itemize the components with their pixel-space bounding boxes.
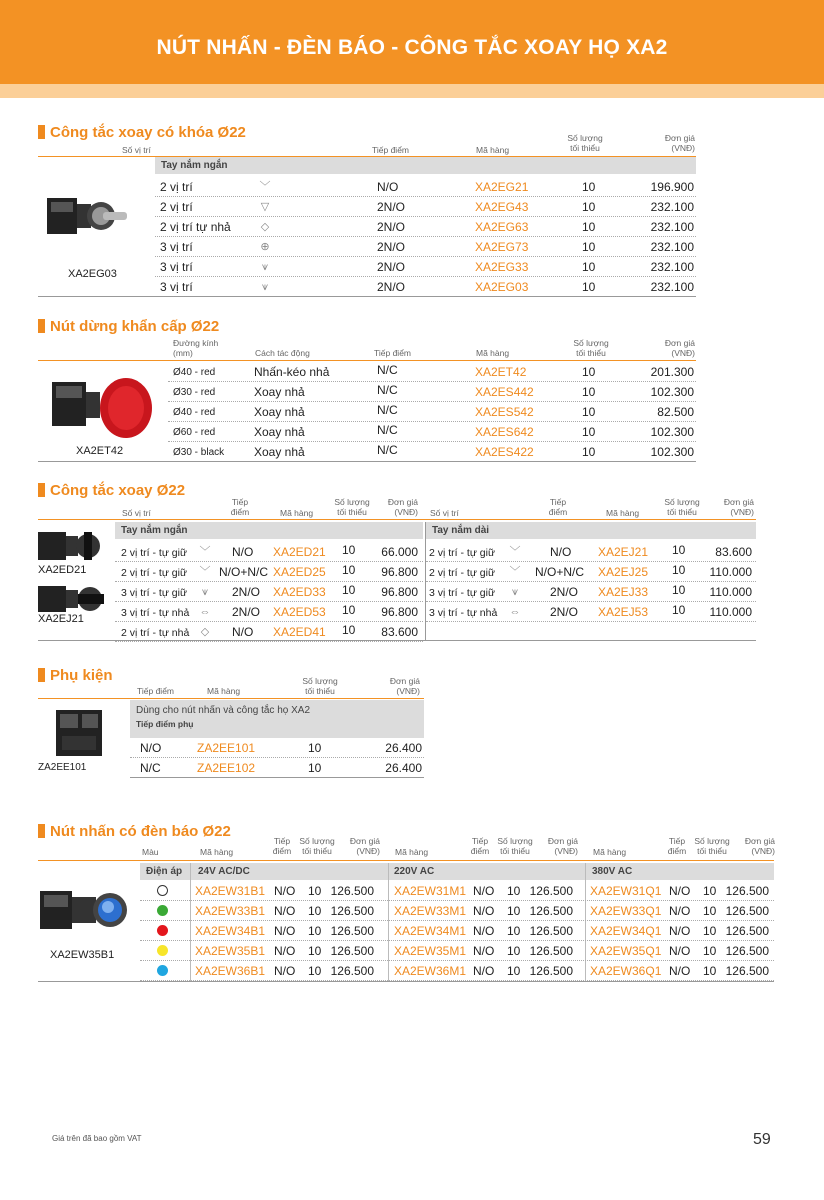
product-code: XA2EW33Q1 xyxy=(590,904,662,918)
section-bottom-rule xyxy=(38,640,756,641)
table-row xyxy=(115,542,423,562)
product-code: XA2EG33 xyxy=(475,260,529,274)
table-row xyxy=(155,237,696,257)
position-cell: 3 vị trí - tự nhả xyxy=(429,607,498,619)
table-row xyxy=(155,277,696,297)
action-cell: Xoay nhả xyxy=(254,425,305,439)
price-cell: 110.000 xyxy=(709,565,752,579)
col-header-contact: Tiếp điểm xyxy=(374,348,412,358)
contact-cell: 2N/O xyxy=(550,585,579,599)
aux-contact-label: Tiếp điểm phụ xyxy=(136,719,194,729)
price-cell: 201.300 xyxy=(650,365,694,379)
section-rule xyxy=(38,360,696,361)
col-header-qty-3: Số lượng tối thiểu xyxy=(694,836,730,856)
contact-cell: N/O xyxy=(274,944,296,958)
contact-cell: 2N/O xyxy=(377,280,406,294)
position-cell: 2 vị trí - tự giữ xyxy=(429,547,495,559)
col-header-price: Đơn giá (VNĐ) xyxy=(664,133,695,153)
color-dot-green xyxy=(157,905,168,916)
product-code: XA2EW33B1 xyxy=(195,904,266,918)
qty-cell: 10 xyxy=(703,944,717,958)
col-header-code-3: Mã hàng xyxy=(593,847,627,857)
product-code: XA2EW31M1 xyxy=(394,884,467,898)
qty-cell: 10 xyxy=(582,180,596,194)
product-code: XA2EW34Q1 xyxy=(590,924,662,938)
section-title-accessories: Phụ kiện xyxy=(38,667,113,684)
action-cell: Nhấn-kéo nhả xyxy=(254,365,330,379)
price-cell: 126.500 xyxy=(330,924,374,938)
col-header-code: Mã hàng xyxy=(476,348,510,358)
product-code: XA2EJ33 xyxy=(598,585,649,599)
contact-cell: 2N/O xyxy=(550,605,579,619)
page-number: 59 xyxy=(753,1131,771,1148)
image-caption: XA2ET42 xyxy=(76,445,124,457)
contact-cell: N/O xyxy=(274,964,296,978)
col-header-diameter: Đường kính (mm) xyxy=(173,338,219,358)
contact-cell: N/O xyxy=(669,904,691,918)
table-row xyxy=(140,961,774,981)
col-header-code-1: Mã hàng xyxy=(200,847,234,857)
contact-cell: N/O xyxy=(473,924,495,938)
product-code: XA2ES422 xyxy=(475,445,534,459)
price-cell: 232.100 xyxy=(650,220,694,234)
image-caption: XA2EW35B1 xyxy=(50,949,115,961)
price-cell: 126.500 xyxy=(330,884,374,898)
price-cell: 232.100 xyxy=(650,260,694,274)
price-cell: 232.100 xyxy=(650,240,694,254)
price-cell: 126.500 xyxy=(725,924,769,938)
product-code: XA2ES642 xyxy=(475,425,534,439)
contact-cell: 2N/O xyxy=(377,220,406,234)
product-code: XA2EW35B1 xyxy=(195,944,266,958)
table-row xyxy=(130,758,424,778)
position-cell: 2 vị trí - tự giữ xyxy=(429,567,495,579)
image-caption-1: XA2ED21 xyxy=(38,564,87,576)
product-code: XA2ES442 xyxy=(475,385,534,399)
qty-cell: 10 xyxy=(308,964,322,978)
col-header-code-2: Mã hàng xyxy=(395,847,429,857)
price-cell: 232.100 xyxy=(650,280,694,294)
qty-cell: 10 xyxy=(582,425,596,439)
table-row xyxy=(426,602,756,622)
qty-cell: 10 xyxy=(703,904,717,918)
qty-cell: 10 xyxy=(672,583,686,597)
col-header-color: Màu xyxy=(142,847,159,857)
position-diagram-icon: ◇ xyxy=(200,626,210,638)
contact-cell: N/O+N/C xyxy=(535,565,585,579)
contact-cell: N/O xyxy=(669,964,691,978)
voltage-label: Điện áp xyxy=(146,866,183,877)
product-code: XA2EG73 xyxy=(475,240,529,254)
contact-cell: N/O xyxy=(377,180,399,194)
contact-cell: N/C xyxy=(140,761,161,775)
position-cell: 2 vị trí - tự nhả xyxy=(121,627,190,639)
table-row xyxy=(426,562,756,582)
product-code: ZA2EE102 xyxy=(197,761,256,775)
position-diagram-icon: ﹀ xyxy=(509,546,521,558)
contact-cell: N/O xyxy=(274,884,296,898)
table-row xyxy=(168,382,696,402)
qty-cell: 10 xyxy=(672,603,686,617)
header-strip xyxy=(0,84,824,98)
section-rule xyxy=(38,860,774,861)
subheader-long-handle: Tay nắm dài xyxy=(426,522,756,539)
section-bottom-rule xyxy=(38,296,696,297)
table-row xyxy=(155,257,696,277)
contact-cell: N/O xyxy=(274,924,296,938)
accessory-note-box xyxy=(130,700,424,738)
price-cell: 232.100 xyxy=(650,200,694,214)
table-row xyxy=(115,582,423,602)
product-code: XA2EG63 xyxy=(475,220,529,234)
price-cell: 66.000 xyxy=(381,545,418,559)
price-cell: 126.500 xyxy=(725,884,769,898)
col-header-qty: Số lượng tối thiểu xyxy=(573,338,609,358)
col-header-action: Cách tác động xyxy=(255,348,310,358)
col-header-code: Mã hàng xyxy=(476,145,510,155)
section-title-key-switch: Công tắc xoay có khóa Ø22 xyxy=(38,124,246,141)
product-code: XA2EW36Q1 xyxy=(590,964,662,978)
position-diagram-icon: ⩛ xyxy=(261,261,269,273)
product-code: XA2ED41 xyxy=(273,625,326,639)
contact-cell: 2N/O xyxy=(232,605,261,619)
accessory-note: Dùng cho nút nhấn và công tắc họ XA2 xyxy=(136,705,311,716)
col-header-qty: Số lượng tối thiểu xyxy=(302,676,338,696)
table-row xyxy=(115,622,423,642)
pilot-button-image xyxy=(38,885,133,935)
qty-cell: 10 xyxy=(582,385,596,399)
position-cell: 3 vị trí - tự giữ xyxy=(121,587,187,599)
col-header-qty: Số lượng tối thiểu xyxy=(334,497,370,517)
section-title-selector-switch: Công tắc xoay Ø22 xyxy=(38,482,185,499)
price-cell: 83.600 xyxy=(715,545,752,559)
table-row xyxy=(155,197,696,217)
position-cell: 3 vị trí - tự nhả xyxy=(121,607,190,619)
color-dot-red xyxy=(157,925,168,936)
qty-cell: 10 xyxy=(582,280,596,294)
color-dot-white xyxy=(157,885,168,896)
price-cell: 102.300 xyxy=(650,385,694,399)
col-header-contact-2: Tiếp điểm xyxy=(548,497,568,517)
product-code: XA2ED25 xyxy=(273,565,326,579)
contact-cell: N/O xyxy=(274,904,296,918)
col-header-code: Mã hàng xyxy=(280,508,314,518)
position-cell: 3 vị trí xyxy=(160,260,193,274)
product-code: XA2EJ21 xyxy=(598,545,649,559)
col-header-contact: Tiếp điểm xyxy=(230,497,250,517)
image-caption: XA2EG03 xyxy=(68,268,117,280)
qty-cell: 10 xyxy=(582,365,596,379)
product-code: XA2EW31Q1 xyxy=(590,884,662,898)
position-cell: 3 vị trí - tự giữ xyxy=(429,587,495,599)
table-row xyxy=(168,422,696,442)
voltage-24v: 24V AC/DC xyxy=(198,866,250,877)
contact-cell: N/O xyxy=(140,741,162,755)
position-diagram-icon: ﹀ xyxy=(259,181,271,193)
section-rule xyxy=(38,519,756,520)
position-diagram-icon: ⇔ xyxy=(509,606,521,618)
position-cell: 2 vị trí - tự giữ xyxy=(121,547,187,559)
section-bottom-rule xyxy=(130,777,424,778)
diameter-cell: Ø40 - red xyxy=(173,367,216,378)
price-cell: 126.500 xyxy=(529,924,573,938)
price-cell: 126.500 xyxy=(529,944,573,958)
qty-cell: 10 xyxy=(342,623,356,637)
action-cell: Xoay nhả xyxy=(254,445,305,459)
price-cell: 83.600 xyxy=(381,625,418,639)
image-caption: ZA2EE101 xyxy=(38,762,87,773)
price-cell: 110.000 xyxy=(709,605,752,619)
position-diagram-icon: ⊕ xyxy=(260,241,270,253)
qty-cell: 10 xyxy=(582,445,596,459)
col-header-code: Mã hàng xyxy=(207,686,241,696)
price-cell: 126.500 xyxy=(529,884,573,898)
col-header-price: Đơn giá (VNĐ) xyxy=(389,676,420,696)
qty-cell: 10 xyxy=(507,944,521,958)
product-code: XA2EW33M1 xyxy=(394,904,467,918)
contact-cell: N/O xyxy=(473,944,495,958)
col-header-price-2: Đơn giá (VNĐ) xyxy=(723,497,754,517)
product-code: XA2EJ25 xyxy=(598,565,649,579)
qty-cell: 10 xyxy=(507,964,521,978)
contact-cell: N/O xyxy=(550,545,572,559)
table-row xyxy=(168,402,696,422)
product-code: XA2EW35M1 xyxy=(394,944,467,958)
col-header-qty-1: Số lượng tối thiểu xyxy=(299,836,335,856)
contact-cell: N/O xyxy=(473,964,495,978)
price-cell: 196.900 xyxy=(650,180,694,194)
position-diagram-icon: ⩛ xyxy=(261,281,269,293)
price-cell: 126.500 xyxy=(725,904,769,918)
auxiliary-contact-image xyxy=(52,706,107,760)
qty-cell: 10 xyxy=(308,904,322,918)
section-bottom-rule xyxy=(38,981,774,982)
position-diagram-icon: ﹀ xyxy=(199,566,211,578)
price-cell: 126.500 xyxy=(330,944,374,958)
col-header-price-1: Đơn giá (VNĐ) xyxy=(349,836,380,856)
table-row xyxy=(140,901,774,921)
col-header-contact-2: Tiếp điểm xyxy=(470,836,490,856)
price-cell: 102.300 xyxy=(650,445,694,459)
image-caption-2: XA2EJ21 xyxy=(38,613,84,625)
table-row xyxy=(168,362,696,382)
position-cell: 3 vị trí xyxy=(160,280,193,294)
selector-switch-long-image xyxy=(36,582,106,616)
product-code: XA2EW34B1 xyxy=(195,924,266,938)
position-cell: 2 vị trí xyxy=(160,200,193,214)
product-code: XA2EW36M1 xyxy=(394,964,467,978)
product-code: XA2ES542 xyxy=(475,405,534,419)
qty-cell: 10 xyxy=(507,884,521,898)
position-cell: 2 vị trí - tự giữ xyxy=(121,567,187,579)
emergency-stop-image xyxy=(48,372,158,442)
contact-cell: N/O xyxy=(473,904,495,918)
qty-cell: 10 xyxy=(703,964,717,978)
table-row xyxy=(155,217,696,237)
product-code: XA2ED33 xyxy=(273,585,326,599)
position-cell: 2 vị trí xyxy=(160,180,193,194)
qty-cell: 10 xyxy=(703,884,717,898)
color-dot-yellow xyxy=(157,945,168,956)
position-diagram-icon: ﹀ xyxy=(199,546,211,558)
selector-switch-short-image xyxy=(36,528,106,564)
col-header-price-2: Đơn giá (VNĐ) xyxy=(547,836,578,856)
product-code: XA2ED53 xyxy=(273,605,326,619)
price-cell: 26.400 xyxy=(385,741,422,755)
contact-cell: N/C xyxy=(377,363,398,377)
price-cell: 96.800 xyxy=(381,585,418,599)
qty-cell: 10 xyxy=(308,761,322,775)
contact-cell: N/C xyxy=(377,403,398,417)
contact-cell: 2N/O xyxy=(377,200,406,214)
position-diagram-icon: ▽ xyxy=(260,201,270,213)
price-cell: 126.500 xyxy=(529,964,573,978)
table-row xyxy=(168,442,696,462)
color-dot-blue xyxy=(157,965,168,976)
qty-cell: 10 xyxy=(582,240,596,254)
table-row xyxy=(115,602,423,622)
qty-cell: 10 xyxy=(308,924,322,938)
section-title-emergency-stop: Nút dừng khẩn cấp Ø22 xyxy=(38,318,219,335)
section-rule xyxy=(38,698,424,699)
position-diagram-icon: ⩛ xyxy=(511,586,519,598)
action-cell: Xoay nhả xyxy=(254,405,305,419)
price-cell: 126.500 xyxy=(330,964,374,978)
qty-cell: 10 xyxy=(507,924,521,938)
product-code: XA2ED21 xyxy=(273,545,326,559)
qty-cell: 10 xyxy=(672,543,686,557)
col-header-code-2: Mã hàng xyxy=(606,508,640,518)
position-diagram-icon: ◇ xyxy=(260,221,270,233)
price-cell: 126.500 xyxy=(725,964,769,978)
qty-cell: 10 xyxy=(342,563,356,577)
voltage-subheader xyxy=(140,863,774,880)
price-cell: 126.500 xyxy=(330,904,374,918)
key-switch-image xyxy=(45,190,130,240)
contact-cell: N/C xyxy=(377,423,398,437)
product-code: ZA2EE101 xyxy=(197,741,256,755)
product-code: XA2EG03 xyxy=(475,280,529,294)
qty-cell: 10 xyxy=(672,563,686,577)
table-row xyxy=(140,941,774,961)
table-row xyxy=(130,738,424,758)
col-header-qty: Số lượng tối thiểu xyxy=(567,133,603,153)
contact-cell: 2N/O xyxy=(377,260,406,274)
contact-cell: N/O xyxy=(669,924,691,938)
table-row xyxy=(426,582,756,602)
position-diagram-icon: ⩛ xyxy=(201,586,209,598)
col-header-position: Số vị trí xyxy=(122,145,151,155)
section-bottom-rule xyxy=(38,461,696,462)
diameter-cell: Ø30 - red xyxy=(173,387,216,398)
price-cell: 82.500 xyxy=(657,405,694,419)
table-row xyxy=(155,177,696,197)
col-header-price-3: Đơn giá (VNĐ) xyxy=(744,836,775,856)
vat-note: Giá trên đã bao gồm VAT xyxy=(52,1134,142,1143)
col-header-contact: Tiếp điểm xyxy=(137,686,175,696)
qty-cell: 10 xyxy=(703,924,717,938)
contact-cell: N/O xyxy=(669,944,691,958)
product-code: XA2EW34M1 xyxy=(394,924,467,938)
col-header-qty-2: Số lượng tối thiểu xyxy=(664,497,700,517)
voltage-380v: 380V AC xyxy=(592,866,633,877)
table-row xyxy=(140,921,774,941)
contact-cell: 2N/O xyxy=(377,240,406,254)
product-code: XA2EW36B1 xyxy=(195,964,266,978)
qty-cell: 10 xyxy=(507,904,521,918)
contact-cell: N/C xyxy=(377,383,398,397)
table-row xyxy=(140,881,774,901)
qty-cell: 10 xyxy=(582,200,596,214)
position-cell: 2 vị trí tự nhả xyxy=(160,220,231,234)
qty-cell: 10 xyxy=(308,741,322,755)
section-title-pilot-button: Nút nhấn có đèn báo Ø22 xyxy=(38,823,231,840)
price-cell: 26.400 xyxy=(385,761,422,775)
subheader-short-handle: Tay nắm ngắn xyxy=(115,522,423,539)
contact-cell: N/O+N/C xyxy=(219,565,269,579)
product-code: XA2ET42 xyxy=(475,365,527,379)
position-diagram-icon: ⇔ xyxy=(199,606,211,618)
product-code: XA2EW31B1 xyxy=(195,884,266,898)
col-header-position: Số vị trí xyxy=(122,508,151,518)
contact-cell: N/O xyxy=(232,545,254,559)
col-header-contact-1: Tiếp điểm xyxy=(272,836,292,856)
product-code: XA2EJ53 xyxy=(598,605,649,619)
col-header-position-2: Số vị trí xyxy=(430,508,459,518)
page-title: NÚT NHẤN - ĐÈN BÁO - CÔNG TẮC XOAY HỌ XA2 xyxy=(156,36,668,59)
price-cell: 96.800 xyxy=(381,605,418,619)
qty-cell: 10 xyxy=(342,603,356,617)
qty-cell: 10 xyxy=(342,543,356,557)
col-header-contact: Tiếp điểm xyxy=(372,145,410,155)
diameter-cell: Ø30 - black xyxy=(173,447,225,458)
price-cell: 96.800 xyxy=(381,565,418,579)
col-header-price: Đơn giá (VNĐ) xyxy=(387,497,418,517)
price-cell: 126.500 xyxy=(725,944,769,958)
col-header-qty-2: Số lượng tối thiểu xyxy=(497,836,533,856)
product-code: XA2EG43 xyxy=(475,200,529,214)
contact-cell: N/C xyxy=(377,443,398,457)
table-row xyxy=(115,562,423,582)
position-cell: 3 vị trí xyxy=(160,240,193,254)
position-diagram-icon: ﹀ xyxy=(509,566,521,578)
subheader-short-handle: Tay nắm ngắn xyxy=(155,157,696,174)
diameter-cell: Ø40 - red xyxy=(173,407,216,418)
contact-cell: 2N/O xyxy=(232,585,261,599)
qty-cell: 10 xyxy=(308,944,322,958)
qty-cell: 10 xyxy=(342,583,356,597)
price-cell: 102.300 xyxy=(650,425,694,439)
price-cell: 126.500 xyxy=(529,904,573,918)
qty-cell: 10 xyxy=(582,260,596,274)
action-cell: Xoay nhả xyxy=(254,385,305,399)
contact-cell: N/O xyxy=(232,625,254,639)
product-code: XA2EW35Q1 xyxy=(590,944,662,958)
product-code: XA2EG21 xyxy=(475,180,529,194)
voltage-220v: 220V AC xyxy=(394,866,435,877)
qty-cell: 10 xyxy=(582,405,596,419)
contact-cell: N/O xyxy=(669,884,691,898)
col-header-price: Đơn giá (VNĐ) xyxy=(664,338,695,358)
diameter-cell: Ø60 - red xyxy=(173,427,216,438)
col-header-contact-3: Tiếp điểm xyxy=(667,836,687,856)
contact-cell: N/O xyxy=(473,884,495,898)
qty-cell: 10 xyxy=(582,220,596,234)
price-cell: 110.000 xyxy=(709,585,752,599)
qty-cell: 10 xyxy=(308,884,322,898)
table-row xyxy=(426,542,756,562)
